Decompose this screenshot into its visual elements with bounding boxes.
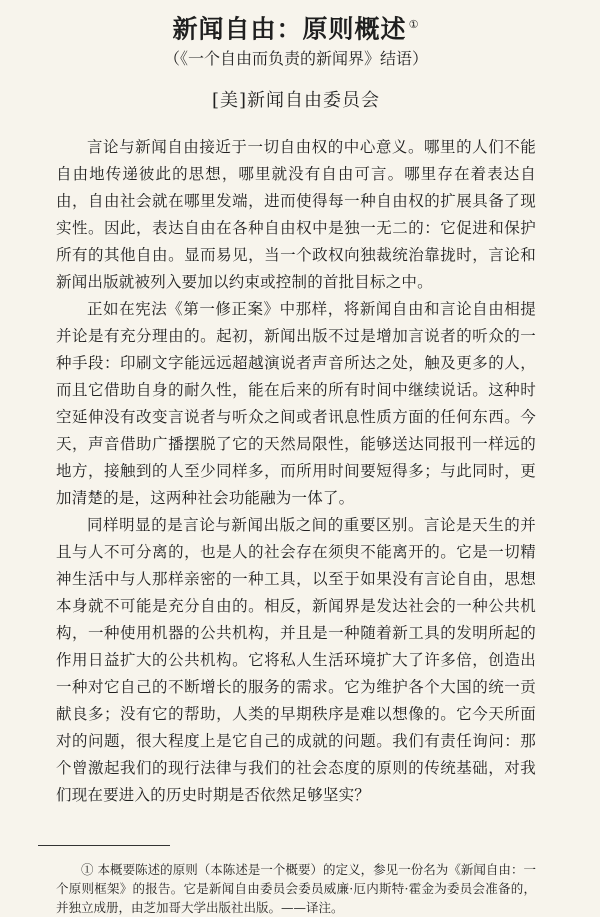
subtitle: （《一个自由而负责的新闻界》结语） [163,49,428,69]
author-line: [美]新闻自由委员会 [211,90,381,112]
title-footnote-marker[interactable]: ① [408,18,420,31]
paragraph-2: 正如在宪法《第一修正案》中那样，将新闻自由和言论自由相提并论是有充分理由的。起初，新闻出版不过是增加言说者的听众的一种手段：印刷文字能远远超越演说者声音所达之处，触及更多的人，而且它借助自身的耐久性，能在后来的所有时间中继续说话。这种时空延伸没有改变言说者与听众之间或者讯息性质方面的任何东西。今天，声音借助广播摆脱了它的天然局限性，能够送达同报刊一样远的地方，接触到的人至少同样多，而所用时间要短得多；与此同时，更加清楚的是，这两种社会功能融为一体了。 [56,300,536,508]
paragraph-3: 同样明显的是言论与新闻出版之间的重要区别。言论是天生的并且与人不可分离的，也是人的社会存在须臾不能离开的。它是一切精神生活中与人那样亲密的一种工具，以至于如果没有言论自由，思想本身就不可能是充分自由的。相反，新闻界是发达社会的一种公共机构，一种使用机器的公共机构，并且是一种随着新工具的发明所起的作用日益扩大的公共机构。它将私人生活环境扩大了许多倍，创造出一种对它自己的不断增长的服务的需求。它为维护各个大国的统一贡献良多；没有它的帮助，人类的早期秩序是难以想像的。它今天所面对的问题，很大程度上是它自己的成就的问题。我们有责任询问：那个曾激起我们的现行法律与我们的社会态度的原则的传统基础，对我们现在要进入的历史时期是否依然足够坚实？ [56,516,536,805]
footnote: ① 本概要陈述的原则（本陈述是一个概要）的定义，参见一份名为《新闻自由：一个原则框架》的报告。它是新闻自由委员会委员威廉·厄内斯特·霍金为委员会准备的，并独立成册，由芝加哥大学出版社出版。——译注。 [56,862,536,916]
footnote-divider [38,845,170,846]
paragraph-1: 言论与新闻自由接近于一切自由权的中心意义。哪里的人们不能自由地传递彼此的思想，哪里就没有自由可言。哪里存在着表达自由，自由社会就在哪里发端，进而使得每一种自由权的扩展具备了现实性。因此，表达自由在各种自由权中是独一无二的：它促进和保护所有的其他自由。显而易见，当一个政权向独裁统治靠拢时，言论和新闻出版就被列入要加以约束或控制的首批目标之中。 [56,138,536,292]
body-text [56,134,536,809]
page-title [56,8,536,46]
title-text: 新闻自由：原则概述 [172,14,407,44]
